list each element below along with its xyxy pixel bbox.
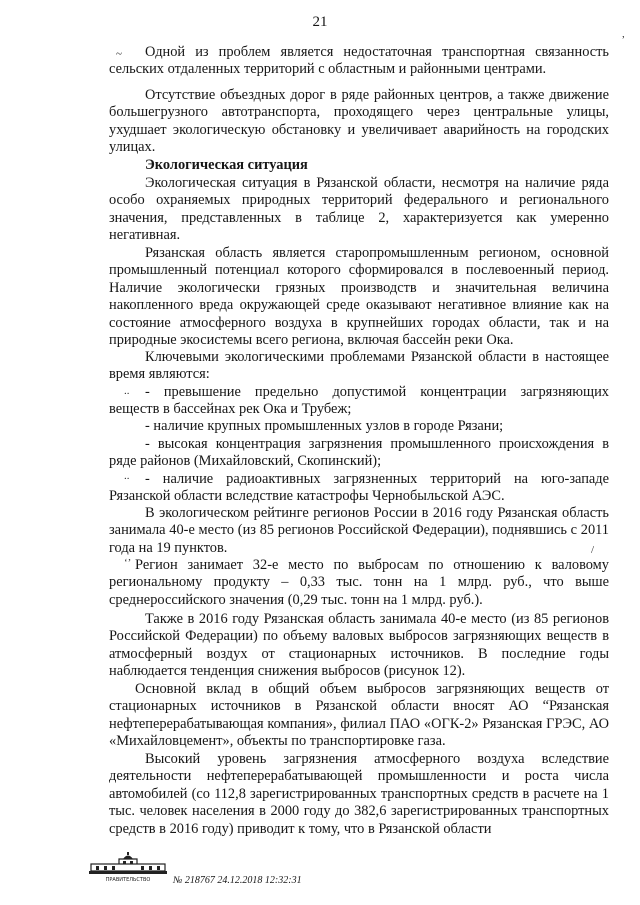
svg-text:ПРАВИТЕЛЬСТВО: ПРАВИТЕЛЬСТВО	[105, 877, 151, 883]
handwritten-mark: ..	[124, 470, 130, 482]
section-heading: Экологическая ситуация	[145, 157, 308, 173]
paragraph-industrial-region: Рязанская область является старопромышленным регионом, основной промышленный потенциал которого сформировался в послевоенный период. Наличие экологически грязных производств и значительная величина накопленного вреда окружающей среде оказывают негативное влияние как на состояние атмосферного воздуха в крупнейших городах области, так и на природные экосистемы всего региона, включая бассейн реки Ока.	[109, 245, 609, 349]
paragraph-emissions-volume: Также в 2016 году Рязанская область занимала 40-е место (из 85 регионов Российской Федерации) по объему валовых выбросов загрязняющих веществ в атмосферный воздух от стационарных источников. В последние годы наблюдается тенденция снижения выбросов (рисунок 12).	[109, 611, 609, 680]
list-item-industrial-nodes: - наличие крупных промышленных узлов в городе Рязани;	[145, 418, 504, 434]
paragraph-air-pollution: Высокий уровень загрязнения атмосферного воздуха вследствие деятельности нефтеперерабатывающей промышленности и роста числа автомобилей (со 112,8 зарегистрированных транспортных средств в расчете на 1 тыс. человек населения в 2000 году до 382,6 зарегистрированных транспортных средств в 2016 году) приводит к тому, что в Рязанской области	[109, 751, 609, 837]
handwritten-mark: ‘’	[124, 557, 132, 569]
paragraph-transport: Одной из проблем является недостаточная транспортная связанность сельских отдаленных территорий с областным и районными центрами.	[109, 44, 609, 78]
handwritten-mark: ~	[116, 48, 122, 60]
paragraph-rating: В экологическом рейтинге регионов России в 2016 году Рязанская область занимала 40-е место (из 85 регионов Российской Федерации), поднявшись с 2011 года на 19 пунктов.	[109, 505, 609, 556]
margin-mark: ,	[622, 28, 625, 40]
handwritten-mark: ..	[124, 385, 130, 397]
margin-mark: /	[591, 544, 595, 556]
list-item-radioactive: - наличие радиоактивных загрязненных территорий на юго-западе Рязанской области вследствие катастрофы Чернобыльской АЭС.	[109, 471, 609, 505]
paragraph-ecology-overview: Экологическая ситуация в Рязанской области, несмотря на наличие ряда особо охраняемых природных территорий федерального и регионального значения, представленных в таблице 2, характеризуется как умеренно негативная.	[109, 175, 609, 244]
paragraph-main-contributors: Основной вклад в общий объем выбросов загрязняющих веществ от стационарных источников в Рязанской области вносят АО “Рязанская нефтеперерабатывающая компания», филиал ПАО «ОГК-2» Рязанская ГРЭС, АО «Михайловцемент», объекты по транспортировке газа.	[109, 681, 609, 750]
document-stamp: № 218767 24.12.2018 12:32:31	[173, 875, 302, 886]
page-number: 21	[312, 14, 328, 30]
paragraph-key-problems: Ключевыми экологическими проблемами Рязанской области в настоящее время являются:	[109, 349, 609, 383]
list-item-pollution-districts: - высокая концентрация загрязнения промышленного происхождения в ряде районов (Михайловский, Скопинский);	[109, 436, 609, 470]
government-logo-icon	[87, 852, 169, 884]
paragraph-emissions-grp: Регион занимает 32-е место по выбросам по отношению к валовому региональному продукту – 0,33 тыс. тонн на 1 млрд. руб., что выше среднероссийского значения (0,29 тыс. тонн на 1 млрд. руб.).	[109, 557, 609, 608]
paragraph-roads: Отсутствие объездных дорог в ряде районных центров, а также движение большегрузного автотранспорта, проходящего через центральные улицы, ухудшает экологическую обстановку и увеличивает аварийность на городских улицах.	[109, 87, 609, 156]
list-item-concentration: - превышение предельно допустимой концентрации загрязняющих веществ в бассейнах рек Ока и Трубеж;	[109, 384, 609, 418]
